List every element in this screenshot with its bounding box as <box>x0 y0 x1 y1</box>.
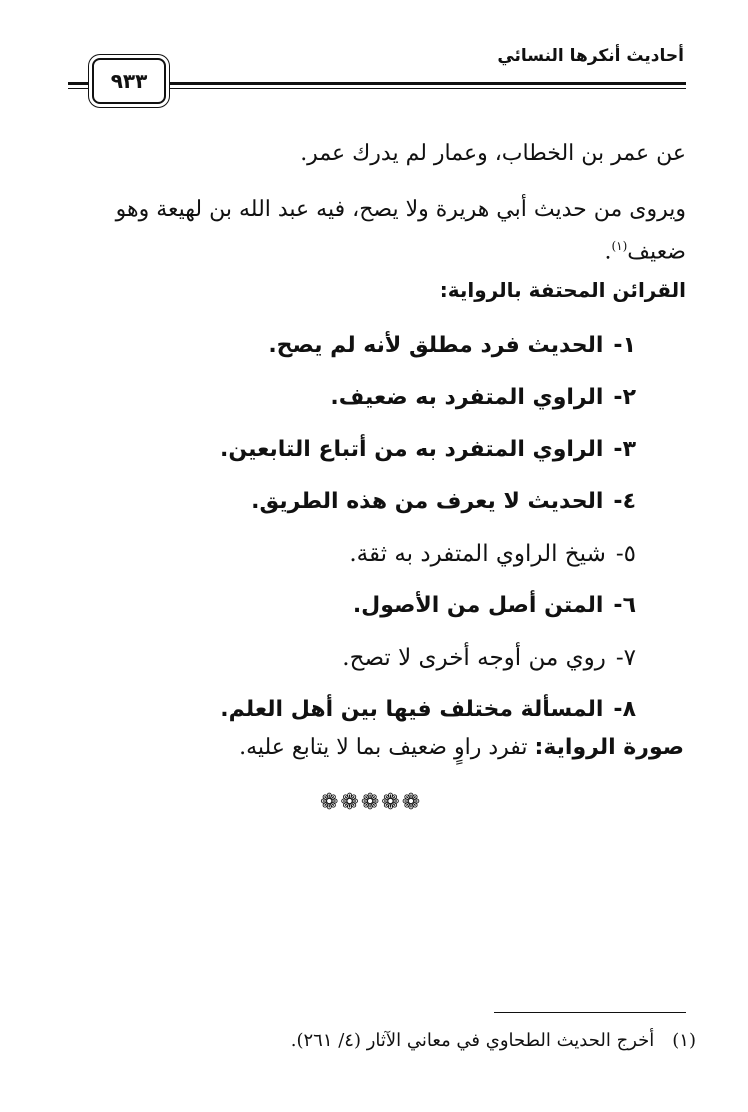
list-item <box>220 482 636 534</box>
list-item-text: الراوي المتفرد به ضعيف. <box>330 385 604 410</box>
list-item-number: ٥- <box>615 541 636 567</box>
summary-text: تفرد راوٍ ضعيف بما لا يتابع عليه. <box>239 735 528 760</box>
page-number: ٩٣٣ <box>110 69 148 93</box>
ornament-divider: ❁❁❁❁❁ <box>320 790 423 815</box>
list-item <box>220 326 636 378</box>
list-item-number: ١- <box>613 333 636 358</box>
list-item <box>220 430 636 482</box>
list-item-number: ٦- <box>613 593 636 618</box>
narration-summary <box>239 728 684 768</box>
footnote-rule <box>494 1012 686 1013</box>
paragraph-2-end: . <box>604 239 612 265</box>
list-item-number: ٢- <box>613 385 636 410</box>
list-item-text: شيخ الراوي المتفرد به ثقة. <box>349 541 606 567</box>
list-item-number: ٤- <box>613 489 636 514</box>
footnote-number: (١) <box>672 1030 696 1051</box>
page-number-frame <box>92 58 166 104</box>
list-item-number: ٣- <box>613 437 636 462</box>
footnote-ref[interactable]: (١) <box>611 239 628 253</box>
running-title: أحاديث أنكرها النسائي <box>497 46 684 66</box>
list-item <box>220 534 636 586</box>
list-item-number: ٧- <box>615 645 636 671</box>
section-heading: القرائن المحتفة بالرواية: <box>439 278 686 302</box>
list-item-text: الحديث لا يعرف من هذه الطريق. <box>251 489 604 514</box>
list-item-number: ٨- <box>613 697 636 722</box>
paragraph-2-word: ضعيف <box>627 239 686 265</box>
list-item-text: الراوي المتفرد به من أتباع التابعين. <box>219 437 604 462</box>
footnote-text: أخرج الحديث الطحاوي في معاني الآثار (٤/ ٢٦١). <box>290 1030 655 1051</box>
paragraph-2-line-1: ويروى من حديث أبي هريرة ولا يصح، فيه عبد الله بن لهيعة وهو <box>115 197 686 222</box>
summary-label: صورة الرواية: <box>534 735 684 760</box>
list-item <box>220 638 636 690</box>
list-item <box>220 586 636 638</box>
footnote <box>291 1026 696 1056</box>
paragraph-2-line-2 <box>86 228 686 270</box>
paragraph-1: عن عمر بن الخطاب، وعمار لم يدرك عمر. <box>300 141 686 166</box>
list-item-text: الحديث فرد مطلق لأنه لم يصح. <box>268 333 604 358</box>
list-item-text: المسألة مختلف فيها بين أهل العلم. <box>220 697 604 722</box>
list-item <box>220 378 636 430</box>
paragraph-2 <box>86 192 686 270</box>
list-item-text: المتن أصل من الأصول. <box>352 593 604 618</box>
evidence-list <box>220 326 636 742</box>
list-item-text: روي من أوجه أخرى لا تصح. <box>342 645 606 671</box>
